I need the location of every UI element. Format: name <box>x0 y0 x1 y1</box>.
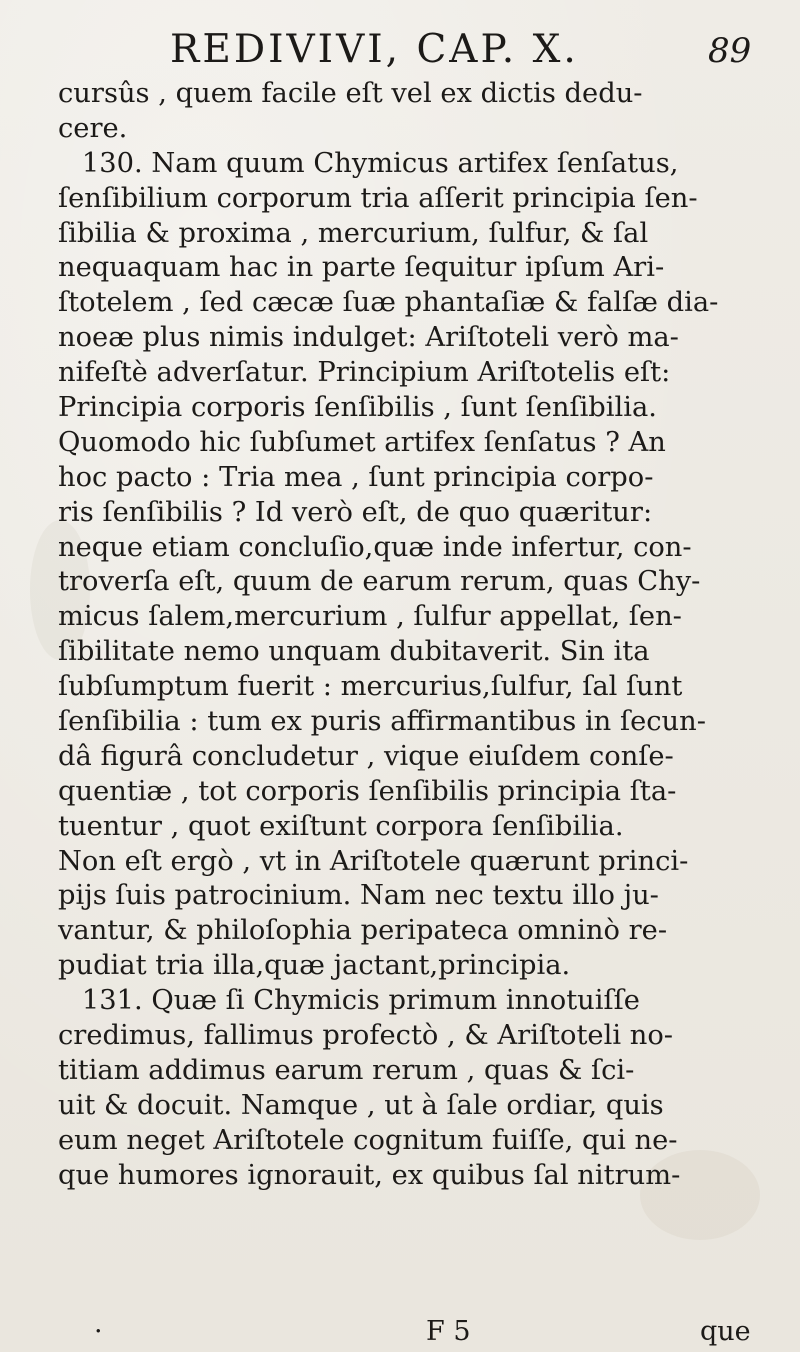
text-line: nequaquam hac in parte ſequitur ipſum Ari- <box>58 251 665 284</box>
body-text <box>58 76 798 1193</box>
text-line: pudiat tria illa,quæ jactant,principia. <box>58 949 571 982</box>
text-line: micus ſalem,mercurium , ſulfur appellat, ſen- <box>58 600 682 633</box>
text-line: neque etiam concluſio,quæ inde infertur, con- <box>58 530 692 563</box>
text-line: noeæ plus nimis indulget: Ariſtoteli verò ma- <box>58 321 679 354</box>
text-line: tuentur , quot exiſtunt corpora ſenſibilia. <box>58 809 624 842</box>
text-line: 130. Nam quum Chymicus artifex ſenſatus, <box>81 146 679 179</box>
text-line: cursûs , quem facile eſt vel ex dictis dedu- <box>58 77 643 109</box>
footer-dot: · <box>94 1316 103 1347</box>
text-line: titiam addimus earum rerum , quas & ſci- <box>58 1053 635 1086</box>
text-line: troverſa eſt, quum de earum rerum, quas Chy- <box>58 565 701 598</box>
text-line: quentiæ , tot corporis ſenſibilis principia ſta- <box>58 774 677 807</box>
text-line: eum neget Ariſtotele cognitum fuiſſe, qui ne- <box>58 1123 678 1156</box>
page-number: 89 <box>708 31 752 71</box>
page-footer <box>0 1316 800 1352</box>
text-line: ſubſumptum fuerit : mercurius,ſulfur, ſal ſunt <box>58 670 683 703</box>
text-line: ſenſibilia : tum ex puris affirmantibus in ſecun- <box>58 705 706 738</box>
text-line: ſenſibilium corporum tria aſſerit principia ſen- <box>58 181 698 214</box>
text-line: ſibilitate nemo unquam dubitaverit. Sin ita <box>58 635 650 668</box>
text-line: ſtotelem , ſed cæcæ ſuæ phantaſiæ & falſæ dia- <box>58 286 719 319</box>
text-line: pijs ſuis patrocinium. Nam nec textu illo ju- <box>58 879 659 912</box>
text-line: dâ figurâ concludetur , vique eiuſdem conſe- <box>58 739 674 772</box>
text-line: credimus, fallimus profectò , & Ariſtoteli no- <box>58 1019 674 1052</box>
text-line: ris ſenſibilis ? Id verò eſt, de quo quæritur: <box>58 495 653 528</box>
text-line: cere. <box>58 111 128 144</box>
text-line: ſibilia & proxima , mercurium, ſulfur, & ſal <box>58 216 649 249</box>
text-line: hoc pacto : Tria mea , ſunt principia corpo- <box>58 460 654 493</box>
text-line: Quomodo hic ſubſumet artifex ſenſatus ? An <box>58 425 666 458</box>
text-line: nifeſtè adverſatur. Principium Ariſtotelis eſt: <box>58 356 671 389</box>
text-line: 131. Quæ ſi Chymicis primum innotuiſſe <box>81 984 640 1017</box>
page-header <box>0 27 800 80</box>
signature-mark: F 5 <box>426 1316 471 1347</box>
running-head: REDIVIVI, CAP. X. <box>170 27 579 72</box>
text-line: Non eſt ergò , vt in Ariſtotele quærunt princi- <box>58 844 689 877</box>
text-line: Principia corporis ſenſibilis , ſunt ſenſibilia. <box>58 391 657 424</box>
text-line: vantur, & philoſophia peripateca omninò re- <box>58 914 668 947</box>
text-line: uit & docuit. Namque , ut à ſale ordiar, quis <box>58 1088 664 1121</box>
catchword: que <box>700 1316 751 1347</box>
text-line: que humores ignorauit, ex quibus ſal nitrum- <box>58 1158 681 1191</box>
